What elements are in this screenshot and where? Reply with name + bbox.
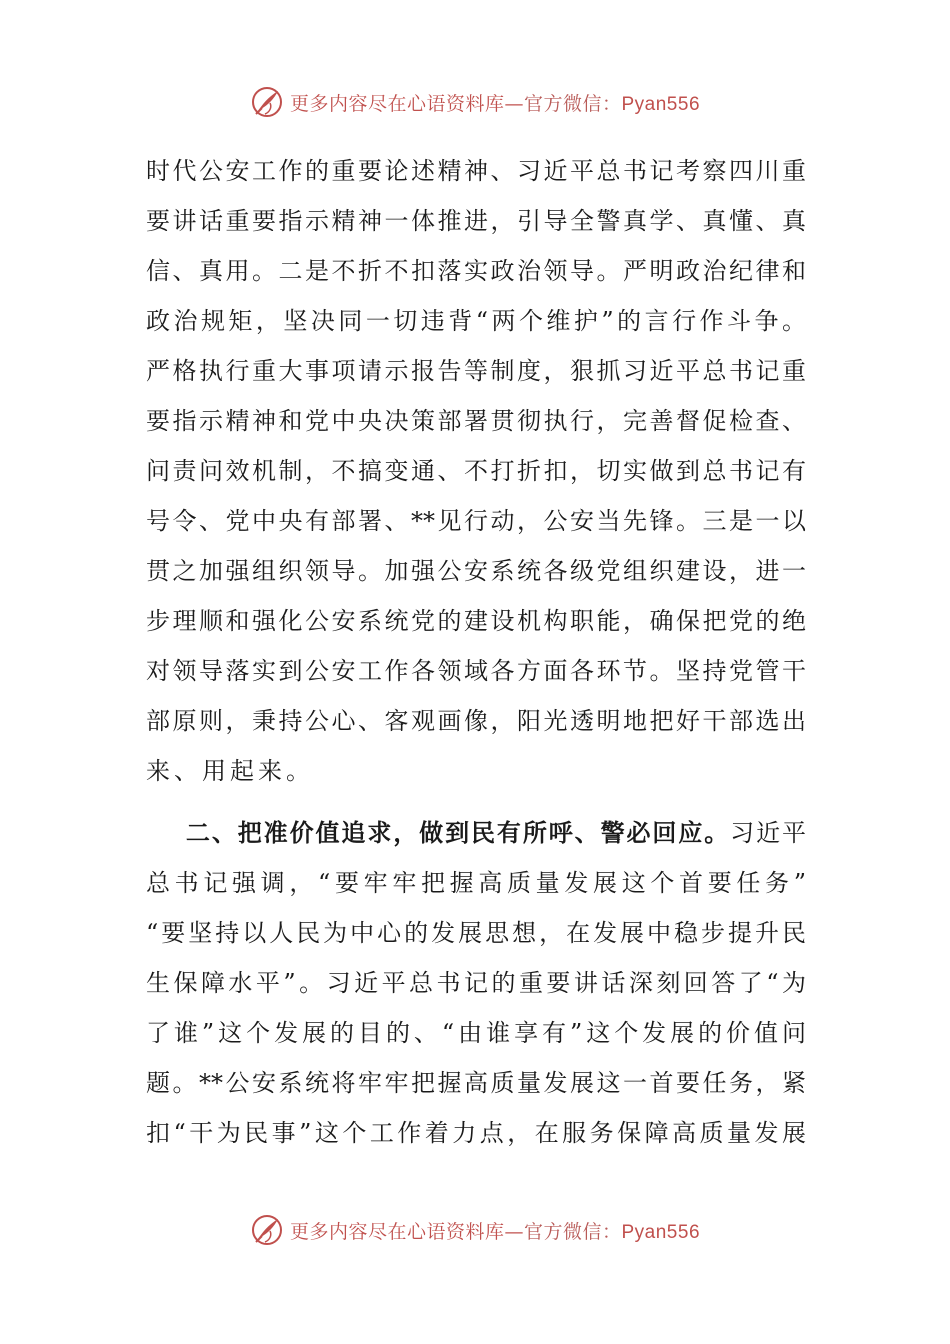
heading-line-rest: 习近平 — [730, 819, 806, 847]
banner-handle: Pyan556 — [621, 1221, 701, 1243]
banner-title: 更多内容尽在心语资料库 — [289, 92, 505, 115]
text-line: 信、真用。二是不折不扣落实政治领导。严明政治纪律和 — [146, 257, 806, 285]
banner-dash: — — [504, 92, 524, 115]
text-line: 来、用起来。 — [146, 757, 314, 785]
text-line: 贯之加强组织领导。加强公安系统各级党组织建设，进一 — [146, 557, 806, 585]
text-line: 问责问效机制，不搞变通、不打折扣，切实做到总书记有 — [146, 457, 806, 485]
text-line: 时代公安工作的重要论述精神、习近平总书记考察四川重 — [146, 157, 806, 185]
text-line: 扣“干为民事”这个工作着力点，在服务保障高质量发展 — [146, 1119, 806, 1147]
text-line: 生保障水平”。习近平总书记的重要讲话深刻回答了“为 — [146, 969, 806, 997]
banner-title: 更多内容尽在心语资料库 — [289, 1220, 505, 1243]
text-line: 步理顺和强化公安系统党的建设机构职能，确保把党的绝 — [146, 607, 806, 635]
banner-text — [290, 89, 700, 116]
footer-banner — [0, 1210, 950, 1250]
quill-logo-icon — [250, 1213, 284, 1247]
banner-handle: Pyan556 — [621, 93, 701, 115]
text-line: 号令、党中央有部署、**见行动，公安当先锋。三是一以 — [146, 507, 806, 535]
text-line: 了谁”这个发展的目的、“由谁享有”这个发展的价值问 — [146, 1019, 806, 1047]
text-line-heading — [146, 808, 806, 858]
paragraph-1 — [146, 146, 806, 796]
banner-wechat-label: 官方微信： — [523, 1220, 622, 1243]
text-line: 严格执行重大事项请示报告等制度，狠抓习近平总书记重 — [146, 357, 806, 385]
section-heading: 二、把准价值追求，做到民有所呼、警必回应。 — [184, 819, 731, 847]
text-line: 题。**公安系统将牢牢把握高质量发展这一首要任务，紧 — [146, 1069, 806, 1097]
quill-logo-icon — [250, 85, 284, 119]
banner-text — [290, 1217, 700, 1244]
text-line: 总书记强调，“要牢牢把握高质量发展这个首要任务” — [146, 869, 806, 897]
text-line: 要指示精神和党中央决策部署贯彻执行，完善督促检查、 — [146, 407, 806, 435]
banner-dash: — — [504, 1220, 524, 1243]
text-line: 要讲话重要指示精神一体推进，引导全警真学、真懂、真 — [146, 207, 806, 235]
banner-wechat-label: 官方微信： — [523, 92, 622, 115]
text-line: 政治规矩，坚决同一切违背“两个维护”的言行作斗争。 — [146, 307, 806, 335]
text-line: 对领导落实到公安工作各领域各方面各环节。坚持党管干 — [146, 657, 806, 685]
paragraph-2 — [146, 808, 806, 1158]
text-line: 部原则，秉持公心、客观画像，阳光透明地把好干部选出 — [146, 707, 806, 735]
text-line: “要坚持以人民为中心的发展思想，在发展中稳步提升民 — [146, 919, 806, 947]
document-body — [146, 146, 806, 1158]
header-banner — [0, 82, 950, 122]
